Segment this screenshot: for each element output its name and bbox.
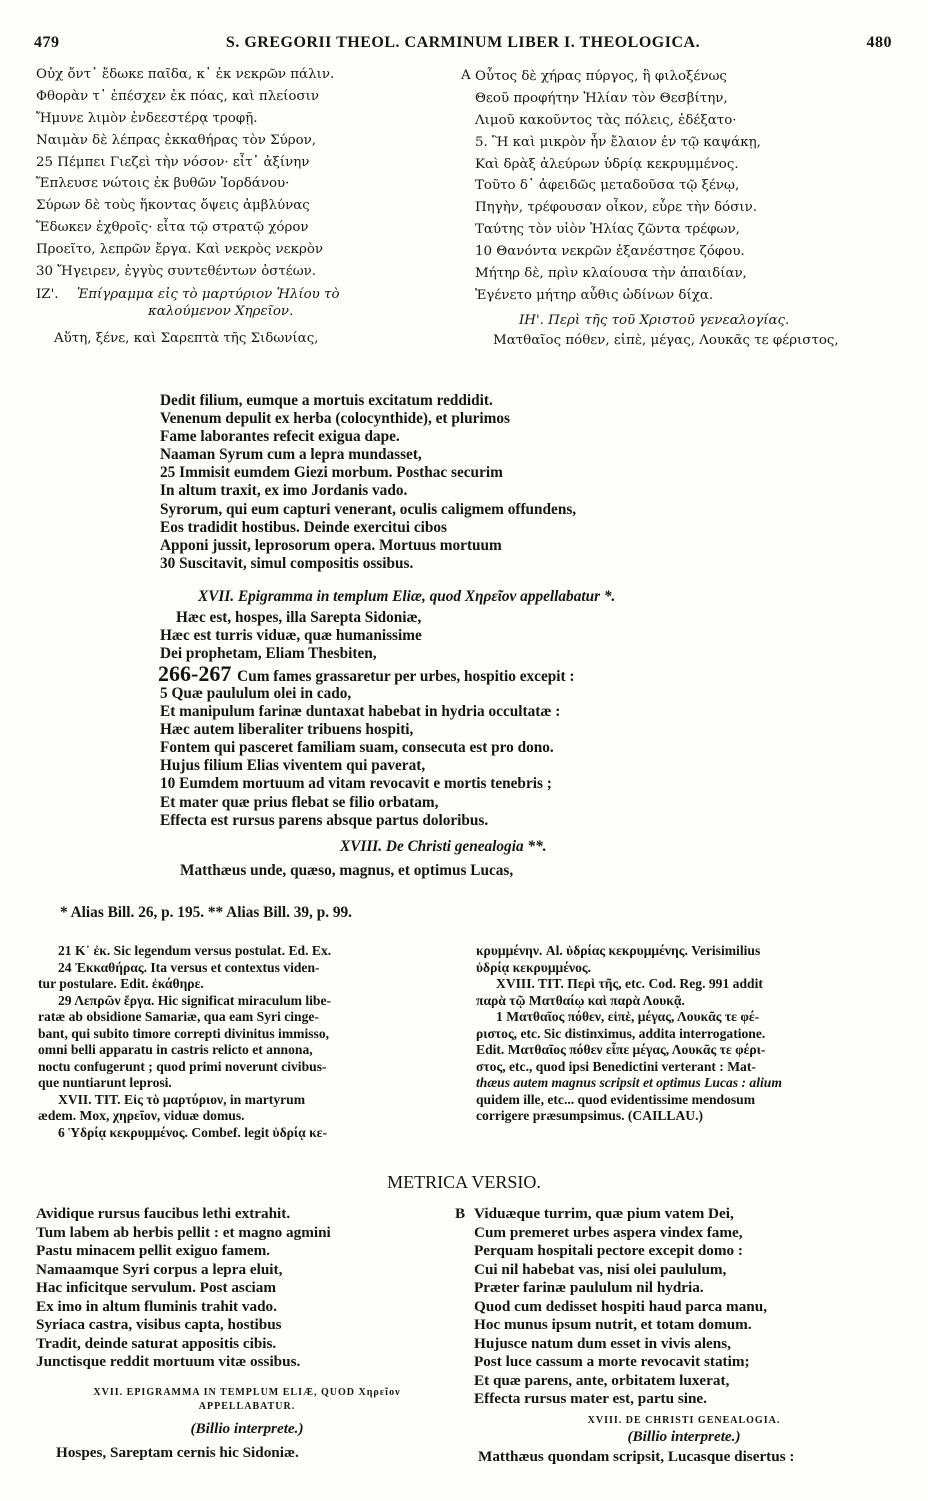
notes-right-column [476,943,896,1125]
metrica-line: Hoc munus ipsum nutrit, et totam domum. [474,1316,752,1333]
metrica-right-interp: (Billio interprete.) [627,1428,741,1445]
note-line: omni belli apparatu in castris relicto et annona, [38,1042,313,1057]
latin-xviii-line: Matthæus unde, quæso, magnus, et optimus Lucas, [180,862,514,879]
latin-line: Et manipulum farinæ duntaxat habebat in hydria occultatæ : [160,703,561,721]
notes-left-column [38,943,460,1141]
metrica-left-column [36,1205,331,1372]
greek-line: Μήτηρ δὲ, πρὶν κλαίουσα τὴν ἀπαιδίαν, [475,266,747,282]
latin-line: Fontem qui pasceret familiam suam, consecuta est pro dono. [160,739,554,757]
greek-line: 10 Θανόντα νεκρῶν ἐξανέστησε ζόφου. [475,244,745,260]
greek-epigram-title [36,286,456,320]
note-line: Edit. Ματθαῖος πόθεν εἶπε μέγας, Λουκᾶς τε φέρι- [476,1042,766,1057]
metrica-line: Hac inficitque servulum. Post asciam [36,1279,277,1296]
note-line: ædem. Mox, χηρεῖον, viduæ domus. [38,1108,245,1123]
column-marker: 266-267 [158,661,232,686]
note-line: παρὰ τῷ Ματθαίῳ καὶ παρὰ Λουκᾷ. [476,992,685,1008]
latin-line: Syrorum, qui eum capturi venerant, oculis caligmem offundens, [160,500,577,518]
left-page-number: 479 [34,34,60,51]
latin-line: Venenum depulit ex herba (colocynthide), et plurimos [160,410,510,428]
heading-line: XVII. EPIGRAMMA IN TEMPLUM ELIÆ, QUOD Χηρεῖον [93,1387,401,1398]
latin-line: 30 Suscitavit, simul compositis ossibus. [160,554,414,572]
epigram-title-line-2: καλούμενον Χηρεῖον. [148,304,294,319]
latin-line: Et mater quæ prius flebat se filio orbatam, [160,793,439,811]
latin-line: In altum traxit, ex imo Jordanis vado. [160,482,408,500]
latin-line: Cum fames grassaretur per urbes, hospitio excepit : [237,668,575,685]
greek-line: 25 Πέμπει Γιεζεὶ τὴν νόσον· εἶτ᾽ ἀξίνην [36,154,310,170]
latin-xvii-title: XVII. Epigramma in templum Eliæ, quod Χηρεῖον appellabatur *. [198,588,616,605]
metrica-line: Tum labem ab herbis pellit : et magno agmini [36,1223,331,1241]
metrica-right-column [474,1205,767,1409]
metrica-line: Hujusce natum dum esset in vivis alens, [474,1334,731,1352]
metrica-left-last: Hospes, Sareptam cernis hic Sidoniæ. [56,1444,299,1461]
metrica-line: Quod cum dedisset hospiti haud parca manu, [474,1297,767,1315]
greek-right-column [475,66,895,307]
note-line: κρυμμένην. Al. ὑδρίας κεκρυμμένης. Verisimilius [476,943,761,958]
metrica-line: Pastu minacem pellit exiguo famem. [36,1242,271,1259]
metrica-line: Post luce cassum a morte revocavit statim; [474,1353,750,1370]
note-line: 21 Κ᾽ ἐκ. Sic legendum versus postulat. Ed. Ex. [58,943,332,958]
latin-line: Dedit filium, eumque a mortuis excitatum reddidit. [160,392,493,409]
greek-line: Ἐγένετο μήτηρ αὖθις ὠδίνων δίχα. [475,287,714,303]
metrica-line: Et quæ parens, ante, orbitatem luxerat, [474,1371,730,1389]
greek-line: Οὐχ ὄντ᾽ ἔδωκε παῖδα, κ᾽ ἐκ νεκρῶν πάλιν. [36,67,335,82]
note-line: 29 Λεπρῶν ἔργα. Hic significat miraculum libe- [58,992,332,1008]
note-line: que nuntiarunt leprosi. [38,1075,172,1090]
metrica-right-last: Matthæus quondam scripsit, Lucasque disertus : [478,1448,795,1465]
latin-block-2 [160,609,422,663]
greek-line: Ἔπλευσε νώτοις ἐκ βυθῶν Ἰορδάνου· [36,176,290,192]
note-line: ὑδρίᾳ κεκρυμμένος. [476,959,592,975]
greek-line: Φθορὰν τ᾽ ἐπέσχεν ἐκ πόας, καὶ πλείοσιν [36,88,320,104]
latin-line: Apponi jussit, leprosorum opera. Mortuus mortuum [160,536,502,554]
greek-right-last-line: Ματθαῖος πόθεν, εἰπὲ, μέγας, Λουκᾶς τε φέριστος, [493,333,839,348]
greek-left-last-line: Αὕτη, ξένε, καὶ Σαρεπτὰ τῆς Σιδωνίας, [54,331,319,346]
metrica-line: Cui nil habebat vas, nisi olei paululum, [474,1260,727,1278]
metrica-line: Ex imo in altum fluminis trahit vado. [36,1297,277,1315]
metrica-line: Namaamque Syri corpus a lepra eluit, [36,1260,283,1278]
latin-line: Fame laborantes refecit exigua dape. [160,428,400,446]
greek-line: Προεῖτο, λεπρῶν ἔργα. Καὶ νεκρὸς νεκρὸν [36,242,324,258]
latin-line: Hæc est, hospes, illa Sarepta Sidoniæ, [176,609,422,626]
latin-block-3 [160,685,560,830]
note-line: ριστος, etc. Sic distinximus, addita interrogatione. [476,1025,766,1041]
metrica-right-heading: XVIII. DE CHRISTI GENEALOGIA. [587,1415,781,1426]
running-title: S. GREGORII THEOL. CARMINUM LIBER I. THEOLOGICA. [225,34,701,51]
greek-line: 5. Ἣ καὶ μικρὸν ἦν ἔλαιον ἐν τῷ καψάκῃ, [475,134,761,150]
note-line: quidem ille, etc... quod evidentissime mendosum [476,1091,756,1107]
metrica-line: Viduæque turrim, quæ pium vatem Dei, [474,1205,734,1222]
note-line: 24 Ἐκκαθήρας. Ita versus et contextus viden- [58,959,320,975]
heading-line: APPELLABATUR. [198,1401,296,1412]
greek-line: 30 Ἤγειρεν, ἐγγὺς συντεθέντων ὀστέων. [36,264,317,280]
greek-line: Θεοῦ προφήτην Ἠλίαν τὸν Θεσβίτην, [475,90,728,106]
latin-line: 10 Eumdem mortuum ad vitam revocavit e mortis tenebris ; [160,775,552,793]
greek-right-marker: A [461,68,471,83]
note-line: noctu confugerunt ; quod primi noverunt civibus- [38,1058,327,1074]
epigram-title-line-1: Ἐπίγραμμα εἰς τὸ μαρτύριον Ἡλίου τὸ [76,287,340,302]
metrica-line: Perquam hospitali pectore excepit domo : [474,1242,743,1259]
metrica-line: Syriaca castra, visibus capta, hostibus [36,1316,282,1333]
latin-line: Hæc autem liberaliter tribuens hospiti, [160,721,414,739]
latin-line: Eos tradidit hostibus. Deinde exercitui cibos [160,518,447,536]
greek-section-title: ΙΗ'. Περὶ τῆς τοῦ Χριστοῦ γενεαλογίας. [519,313,790,328]
note-line: corrigere præsumpsimus. (CAILLAU.) [476,1108,704,1123]
metrica-line: Tradit, deinde saturat appositis cibis. [36,1334,277,1352]
greek-line: Οὗτος δὲ χήρας πύργος, ἣ φιλοξένως [475,69,727,84]
metrica-line: Avidique rursus faucibus lethi extrahit. [36,1205,291,1222]
latin-line: Naaman Syrum cum a lepra mundasset, [160,446,422,464]
greek-line: Τοῦτο δ᾽ ἀφειδῶς μεταδοῦσα τῷ ξένῳ, [475,178,740,194]
greek-line: Καὶ δρὰξ ἀλεύρων ὑδρίᾳ κεκρυμμένος. [475,156,739,172]
note-line: στος, etc., quod ipsi Benedictini verterant : Mat- [476,1058,756,1074]
latin-marker-line [158,663,575,685]
note-line: 6 Ὑδρίᾳ κεκρυμμένος. Combef. legit ὑδρίᾳ κε- [58,1124,327,1140]
greek-line: Λιμοῦ κακοῦντος τὰς πόλεις, ἐδέξατο· [475,112,737,128]
right-page-number: 480 [866,34,892,51]
latin-block-1 [160,392,576,573]
latin-line: Hujus filium Elias viventem qui paverat, [160,757,426,775]
note-line: ratæ ab obsidione Samariæ, qua eam Syri cinge- [38,1009,319,1024]
metrica-right-marker: B [455,1205,466,1222]
note-line: XVIII. TIT. Περὶ τῆς, etc. Cod. Reg. 991 addit [496,976,763,991]
latin-line: 25 Immisit eumdem Giezi morbum. Posthac securim [160,464,503,482]
metrica-left-heading [36,1386,458,1414]
note-line: XVII. TIT. Εἰς τὸ μαρτύριον, in martyrum [58,1091,306,1107]
greek-line: Ἔδωκεν ἐχθροῖς· εἶτα τῷ στρατῷ χόρον [36,220,309,236]
metrica-line: Cum premeret urbes aspera vindex fame, [474,1223,743,1241]
metrica-left-interp: (Billio interprete.) [190,1420,304,1437]
note-line: thæus autem magnus scripsit et optimus Lucas : alium [476,1075,782,1090]
greek-left-column [36,64,456,283]
latin-line: Effecta est rursus parens absque partus doloribus. [160,811,489,829]
metrica-line: Effecta rursus mater est, partu sine. [474,1390,707,1407]
latin-line: 5 Quæ paululum olei in cado, [160,685,352,702]
epigram-label: ΙΖ'. [36,287,59,302]
running-header [34,34,892,58]
metrica-line: Præter farinæ paululum nil hydria. [474,1279,704,1296]
greek-line: Ναιμὰν δὲ λέπρας ἐκκαθήρας τὸν Σύρον, [36,132,317,148]
greek-line: Ἤμυνε λιμὸν ἐνδεεστέρᾳ τροφῇ. [36,110,258,126]
greek-line: Πηγὴν, τρέφουσαν οἶκον, εὗρε τὴν δόσιν. [475,200,758,216]
greek-line: Ταύτης τὸν υἱὸν Ἠλίας ζῶντα τρέφων, [475,222,740,238]
metrica-line: Junctisque reddit mortuum vitæ ossibus. [36,1353,301,1370]
note-line: bant, qui subito timore correpti divinitus immisso, [38,1025,330,1041]
latin-line: Dei prophetam, Eliam Thesbiten, [160,645,377,663]
footnote-references: * Alias Bill. 26, p. 195. ** Alias Bill. 39, p. 99. [60,904,352,921]
latin-xviii-title: XVIII. De Christi genealogia **. [340,838,547,855]
latin-line: Hæc est turris viduæ, quæ humanissime [160,627,422,645]
metrica-title: METRICA VERSIO. [387,1172,541,1192]
note-line: tur postulare. Edit. ἐκάθηρε. [38,976,204,991]
note-line: 1 Ματθαῖος πόθεν, εἰπὲ, μέγας, Λουκᾶς τε φέ- [496,1009,760,1024]
greek-line: Σύρων δὲ τοὺς ἥκοντας ὄψεις ἀμβλύνας [36,198,310,214]
